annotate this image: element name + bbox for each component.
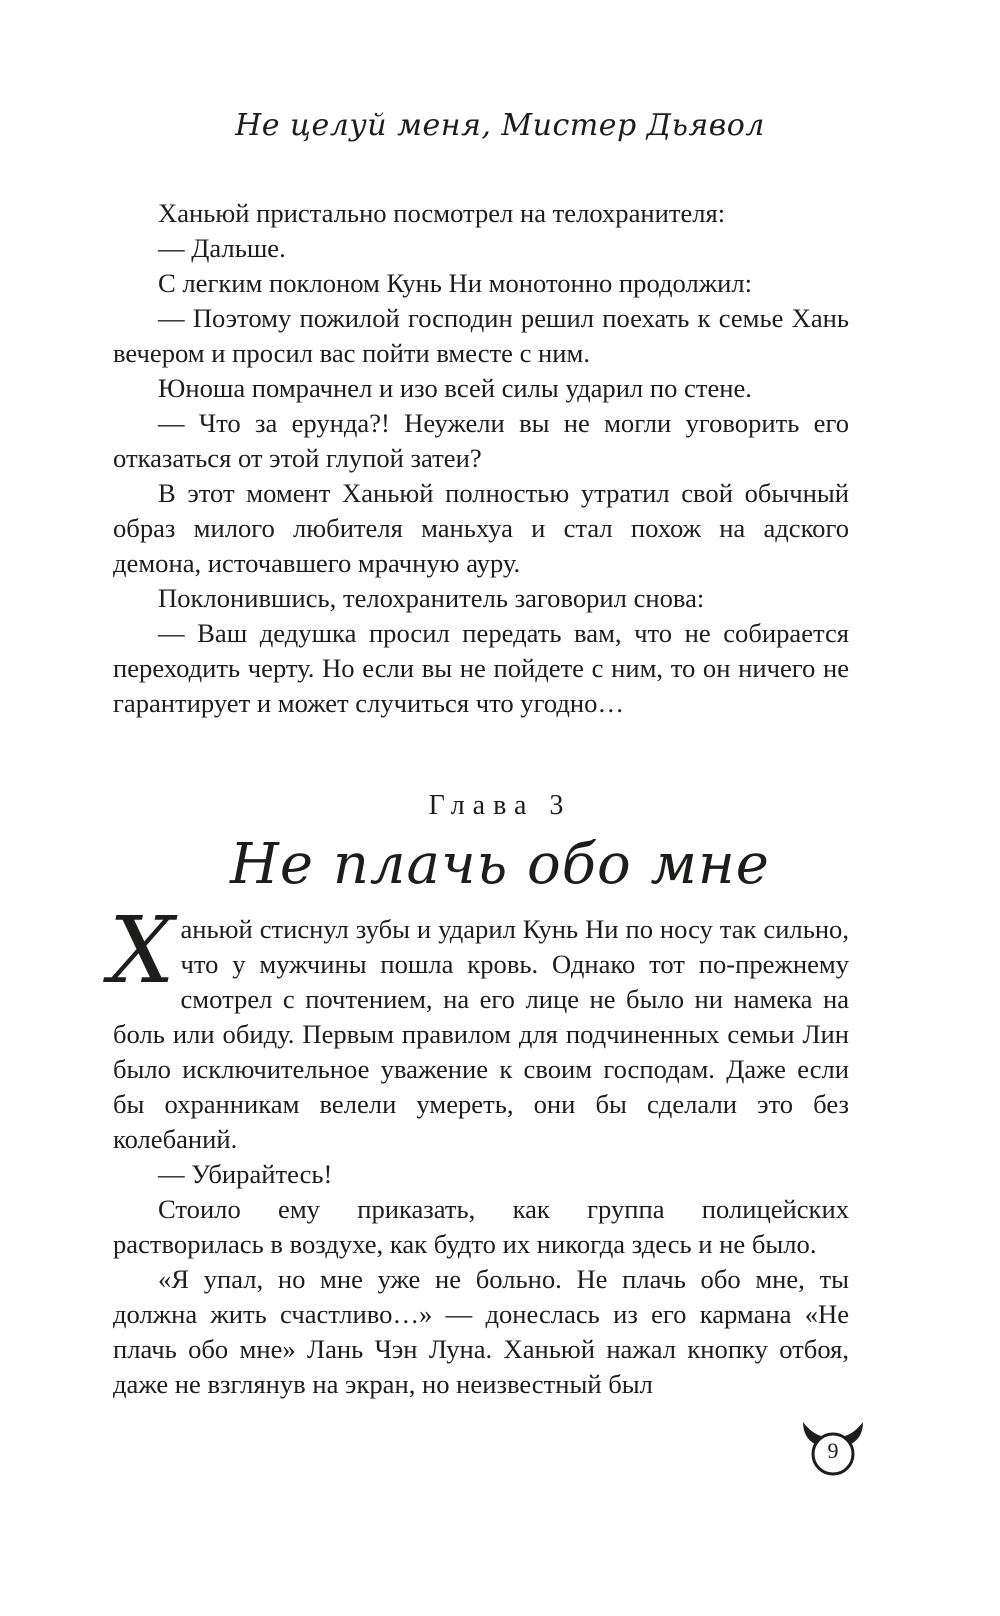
chapter-title: Не плачь обо мне [230, 832, 770, 897]
paragraph-first [109, 897, 849, 1157]
text-block-bottom [109, 897, 849, 1402]
paragraph: В этот момент Ханьюй полностью утратил свой обычный образ милого любителя маньхуа и стал похож на адского демона, источавшего мрачную ауру. [113, 478, 849, 578]
page-number-badge [795, 1418, 871, 1482]
paragraph: — Дальше. [158, 233, 286, 263]
paragraph: «Я упал, но мне уже не больно. Не плачь обо мне, ты должна жить счастливо…» — донеслась из его кармана «Не плачь обо мне» Лань Чэн Луна. Ханьюй нажал кнопку отбоя, даже не взглянув на экран, но неизвестный был [113, 1264, 849, 1399]
paragraph: — Что за ерунда?! Неужели вы не могли уговорить его отказаться от этой глупой затеи? [113, 408, 849, 473]
page-number: 9 [827, 1438, 839, 1463]
paragraph: Стоило ему приказать, как группа полицейских растворилась в воздухе, как будто их никогда здесь и не было. [113, 1194, 849, 1259]
paragraph: Юноша помрачнел и изо всей силы ударил по стене. [158, 373, 752, 403]
paragraph: — Поэтому пожилой господин решил поехать к семье Хань вечером и просил вас пойти вместе с ним. [113, 303, 849, 368]
chapter-label: Глава 3 [428, 790, 572, 821]
paragraph: — Ваш дедушка просил передать вам, что не собирается переходить черту. Но если вы не пойдете с ним, то он ничего не гарантирует и может случиться что угодно… [113, 618, 849, 718]
paragraph: Ханьюй пристально посмотрел на телохранителя: [158, 198, 726, 228]
paragraph-first-text: аньюй стиснул зубы и ударил Кунь Ни по носу так сильно, что у мужчины пошла кровь. Однако тот по-прежнему смотрел с почтением, на его лице не было ни намека на боль или обиду. Первым правилом для подчиненных семьи Лин было исключительное уважение к своим господам. Даже если бы охранникам велели умереть, они бы сделали это без колебаний. [113, 914, 849, 1154]
paragraph: — Убирайтесь! [158, 1159, 333, 1189]
text-block-top [113, 196, 849, 721]
paragraph: Поклонившись, телохранитель заговорил снова: [158, 583, 705, 613]
running-head: Не целуй меня, Мистер Дьявол [235, 108, 765, 143]
paragraph: С легким поклоном Кунь Ни монотонно продолжил: [158, 268, 752, 298]
drop-cap: Х [109, 897, 175, 1004]
